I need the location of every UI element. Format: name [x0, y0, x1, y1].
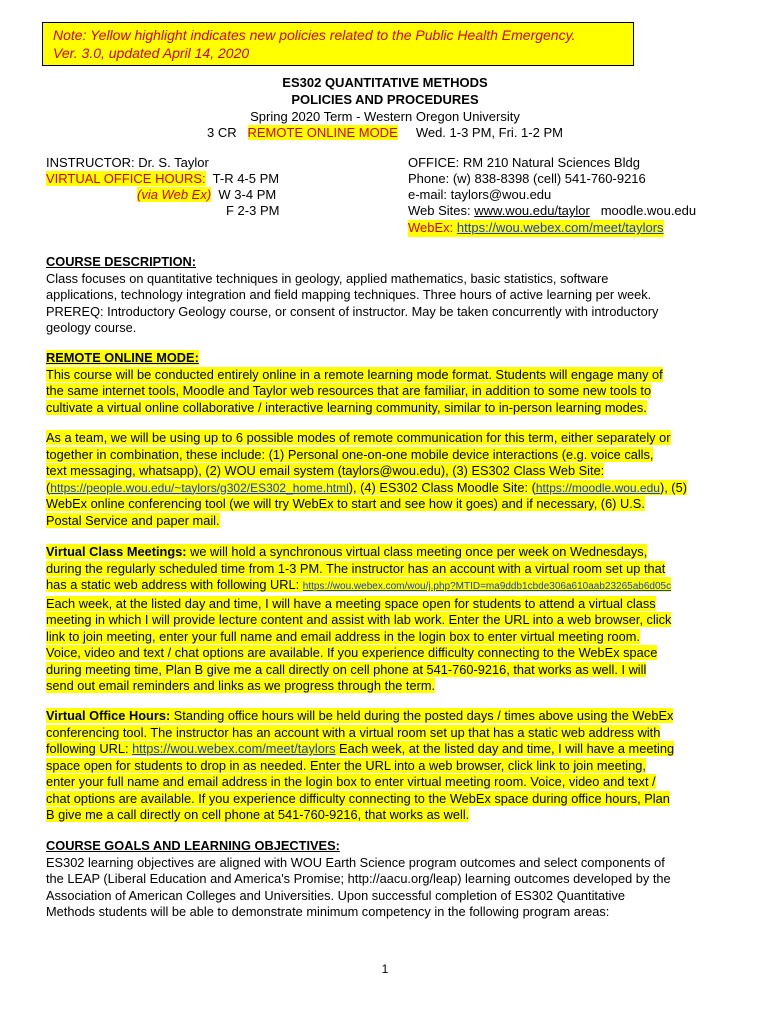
term-line: Spring 2020 Term - Western Oregon University	[250, 109, 520, 124]
team-line-mid: ), (4) ES302 Class Moodle Site: (	[348, 479, 536, 495]
course-description-line: applications, technology integration and field mapping techniques. Three hours of active learning per week.	[46, 287, 652, 302]
team-line: text messaging, whatsapp), (2) WOU email system (taylors@wou.edu), (3) ES302 Class Web Site:	[46, 463, 605, 478]
webex-link[interactable]: https://wou.webex.com/meet/taylors	[456, 220, 664, 235]
virtual-class-line: link to join meeting, enter your full name and email address in the login box to enter virtual meeting room.	[46, 628, 640, 644]
credits: 3 CR	[207, 125, 237, 140]
virtual-class-line: meeting in which I will provide lecture content and assist with lab work. Enter the URL into a web browser, click	[46, 612, 672, 627]
team-line-pre: (	[46, 479, 51, 495]
page-number: 1	[381, 962, 389, 976]
virtual-office-section	[46, 708, 732, 824]
remote-mode-line: cultivate a virtual online collaborative / interactive learning community, similar to in-person learning modes.	[46, 399, 647, 415]
policies-title: POLICIES AND PROCEDURES	[291, 92, 479, 107]
virtual-class-line: during the regularly scheduled time from 1-3 PM. The instructor has an account with a virtual room set up that	[46, 560, 666, 576]
website-link-taylor[interactable]: www.wou.edu/taylor	[474, 203, 590, 218]
virtual-class-line: Each week, at the listed day and time, I will have a meeting space open for students to attend a virtual class	[46, 595, 656, 611]
virtual-class-line: send out email reminders and links as we progress through the term.	[46, 678, 436, 693]
remote-mode-label: REMOTE ONLINE MODE	[247, 125, 398, 140]
virtual-office-line: enter your full name and email address in the login box to enter virtual meeting room. Voice, video and text /	[46, 774, 656, 789]
course-goals-heading: COURSE GOALS AND LEARNING OBJECTIVES:	[46, 838, 340, 853]
course-goals-line: Methods students will be able to demonstrate minimum competency in the following program areas:	[46, 904, 610, 919]
virtual-office-line: conferencing tool. The instructor has an account with a virtual room set up that has a static web address with	[46, 724, 661, 740]
webex-label: WebEx:	[408, 220, 454, 235]
course-goals-line: ES302 learning objectives are aligned with WOU Earth Science program outcomes and select components of	[46, 854, 665, 870]
virtual-class-line: during meeting time, Plan B give me a call directly on cell phone at 541-760-9216, that works as well. I will	[46, 661, 647, 677]
website-moodle[interactable]: moodle.wou.edu	[600, 203, 697, 218]
course-description-line: Class focuses on quantitative techniques in geology, applied mathematics, basic statistics, software	[46, 270, 609, 286]
remote-mode-section	[46, 350, 732, 416]
team-line: As a team, we will be using up to 6 possible modes of remote communication for this term, either separately or	[46, 430, 671, 445]
office-hour-1: T-R 4-5 PM	[212, 171, 280, 186]
virtual-class-line: Voice, video and text / chat options are available. If you experience difficulty connecting to the WebEx space	[46, 645, 658, 660]
policy-note-box	[42, 22, 634, 66]
virtual-office-hours-label: VIRTUAL OFFICE HOURS:	[46, 171, 206, 186]
team-line: together in combination, these include: (1) Personal one-on-one mobile device interactions (e.g. voice calls,	[46, 446, 654, 462]
team-line-post: ), (5)	[659, 479, 687, 495]
class-meeting-url[interactable]: https://wou.webex.com/wou/j.php?MTID=ma9ddb1cbde306a610aab23265ab6d05c	[302, 581, 672, 592]
office-location: OFFICE: RM 210 Natural Sciences Bldg	[408, 155, 640, 170]
webex-line	[408, 220, 664, 237]
class-website-link[interactable]: https://people.wou.edu/~taylors/g302/ES302_home.html	[50, 480, 349, 495]
instructor-name: INSTRUCTOR: Dr. S. Taylor	[46, 155, 209, 170]
remote-mode-line: the same internet tools, Moodle and Taylor web resources that are familiar, in addition to some new tools to	[46, 383, 652, 398]
course-goals-section	[46, 838, 732, 921]
virtual-office-line: Standing office hours will be held during the posted days / times above using the WebEx	[170, 708, 674, 723]
virtual-office-heading: Virtual Office Hours:	[46, 708, 171, 723]
course-description-line: geology course.	[46, 320, 137, 335]
course-description	[46, 254, 732, 337]
course-title: ES302 QUANTITATIVE METHODS	[282, 75, 488, 90]
office-hour-2: W 3-4 PM	[218, 187, 277, 202]
email: e-mail: taylors@wou.edu	[408, 187, 552, 202]
phone: Phone: (w) 838-8398 (cell) 541-760-9216	[408, 171, 646, 186]
note-line-2: Ver. 3.0, updated April 14, 2020	[53, 45, 250, 61]
virtual-office-line: chat options are available. If you experience difficulty connecting to the WebEx space during office hours, Plan	[46, 790, 670, 806]
virtual-class-line: has a static web address with following URL:	[46, 577, 303, 592]
course-goals-line: Association of American Colleges and Universities. Upon successful completion of ES302 Quantitative	[46, 887, 626, 903]
virtual-class-heading: Virtual Class Meetings:	[46, 544, 187, 559]
note-line-1: Note: Yellow highlight indicates new policies related to the Public Health Emergency.	[53, 27, 576, 43]
team-line: WebEx online conferencing tool (we will try WebEx to start and see how it goes) and if necessary, (6) U.S.	[46, 496, 645, 511]
via-webex-line	[137, 187, 276, 204]
schedule-line	[0, 124, 770, 141]
remote-mode-heading: REMOTE ONLINE MODE:	[46, 350, 199, 365]
office-hour-3: F 2-3 PM	[226, 203, 280, 218]
virtual-office-hours	[46, 171, 279, 188]
virtual-class-section	[46, 544, 732, 695]
course-description-heading: COURSE DESCRIPTION:	[46, 254, 197, 269]
class-times: Wed. 1-3 PM, Fri. 1-2 PM	[415, 125, 563, 140]
virtual-office-line: space open for students to drop in as needed. Enter the URL into a web browser, click link to join meeting,	[46, 757, 646, 773]
remote-mode-line: This course will be conducted entirely online in a remote learning mode format. Students will engage many of	[46, 366, 663, 382]
team-communication-section	[46, 430, 732, 529]
virtual-office-line: B give me a call directly on cell phone at 541-760-9216, that works as well.	[46, 807, 470, 822]
virtual-office-line: following URL:	[46, 741, 133, 756]
virtual-class-line: we will hold a synchronous virtual class meeting once per week on Wednesdays,	[186, 544, 648, 559]
office-hours-url[interactable]: https://wou.webex.com/meet/taylors	[132, 741, 336, 756]
websites-label: Web Sites:	[408, 203, 471, 218]
course-description-line: PREREQ: Introductory Geology course, or consent of instructor. May be taken concurrently with introductory	[46, 303, 659, 319]
websites	[408, 203, 696, 220]
course-goals-line: the LEAP (Liberal Education and America's Promise; http://aacu.org/leap) learning outcomes developed by the	[46, 871, 671, 886]
via-webex-label: (via Web Ex)	[137, 187, 212, 202]
team-line: Postal Service and paper mail.	[46, 512, 220, 528]
virtual-office-line: Each week, at the listed day and time, I will have a meeting	[335, 741, 675, 756]
moodle-link[interactable]: https://moodle.wou.edu	[535, 480, 660, 495]
